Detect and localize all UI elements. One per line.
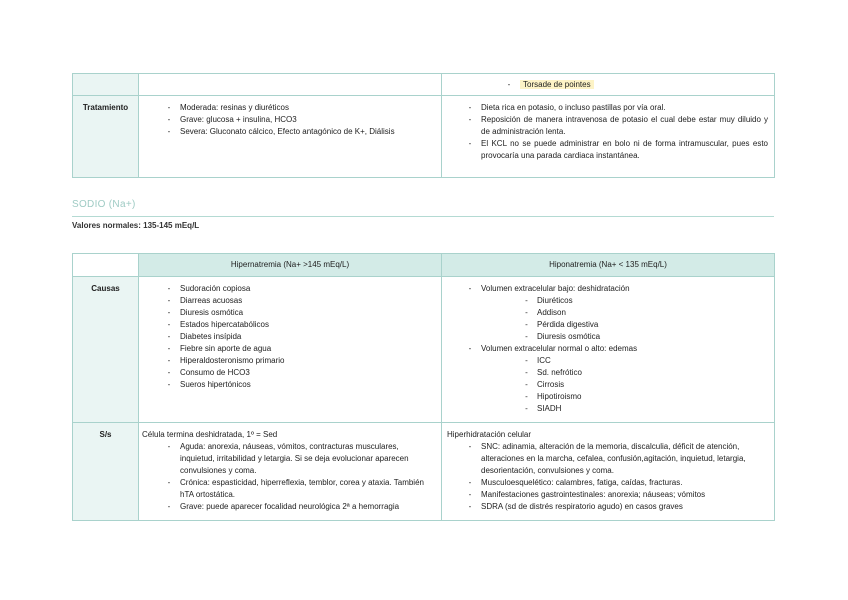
sub-list-item: - Diuresis osmótica (516, 331, 768, 343)
sub-list-item: - Addison (516, 307, 768, 319)
table-cell (442, 277, 775, 423)
dash-list (459, 283, 768, 415)
header-hiponatremia: Hiponatremia (Na+ < 135 mEq/L) (442, 254, 775, 277)
list-item: - Grave: puede aparecer focalidad neurológica 2ª a hemorragia (158, 501, 433, 513)
list-item: - Dieta rica en potasio, o incluso pastillas por vía oral. (459, 102, 768, 114)
list-item: - Sudoración copiosa (158, 283, 433, 295)
table-cell (442, 423, 775, 521)
table-cell (139, 96, 442, 178)
list-item: - Diuresis osmótica (158, 307, 433, 319)
sub-list-item: - Diuréticos (516, 295, 768, 307)
table-cell (442, 96, 775, 178)
sub-list-item: - Hipotiroismo (516, 391, 768, 403)
list-item: - Severa: Gluconato cálcico, Efecto antagónico de K+, Diálisis (158, 126, 433, 138)
dash-list (498, 79, 774, 91)
list-item: - Moderada: resinas y diuréticos (158, 102, 433, 114)
list-item: - Fiebre sin aporte de agua (158, 343, 433, 355)
list-item: - Reposición de manera intravenosa de potasio el cual debe estar muy diluido y de administración lenta. (459, 114, 768, 138)
sub-list-item: - Cirrosis (516, 379, 768, 391)
dash-list (447, 441, 768, 513)
table-cell (139, 277, 442, 423)
list-item: - SDRA (sd de distrés respiratorio agudo) en casos graves (459, 501, 768, 513)
header-hipernatremia: Hipernatremia (Na+ >145 mEq/L) (139, 254, 442, 277)
table-row (73, 74, 775, 96)
dash-list (142, 441, 433, 513)
list-item (459, 283, 768, 343)
row-label-cell (73, 74, 139, 96)
table-header-row (73, 254, 775, 277)
list-item: - Grave: glucosa + insulina, HCO3 (158, 114, 433, 126)
section-title: SODIO (Na+) (72, 199, 136, 210)
header-corner-cell (73, 254, 139, 277)
table-cell (442, 74, 775, 96)
dash-list (158, 283, 433, 391)
table-row (73, 96, 775, 178)
list-item: - Aguda: anorexia, náuseas, vómitos, contracturas musculares, inquietud, irritabilidad y letargia. Si se deja evolucionar aparecen convulsiones y coma. (158, 441, 433, 477)
sub-list (481, 295, 768, 343)
list-item: - Diabetes insípida (158, 331, 433, 343)
sub-list-item: - Sd. nefrótico (516, 367, 768, 379)
potassium-table (72, 73, 775, 178)
section-divider (72, 216, 774, 217)
normal-values: Valores normales: 135-145 mEq/L (72, 221, 200, 230)
cell-intro: Célula termina deshidratada, 1º = Sed (142, 430, 278, 439)
sodium-table (72, 253, 775, 521)
dash-list (459, 102, 768, 162)
list-item (498, 79, 774, 91)
list-item: - Sueros hipertónicos (158, 379, 433, 391)
highlighted-text: Torsade de pointes (520, 80, 594, 89)
row-label-causas: Causas (73, 277, 139, 423)
sub-list-item: - ICC (516, 355, 768, 367)
table-row (73, 423, 775, 521)
list-item: - Consumo de HCO3 (158, 367, 433, 379)
row-label-ss: S/s (73, 423, 139, 521)
list-item: - Estados hipercatabólicos (158, 319, 433, 331)
group-heading: Volumen extracelular normal o alto: edemas (481, 344, 638, 353)
list-item: - Hiperaldosteronismo primario (158, 355, 433, 367)
list-item (459, 343, 768, 415)
table-cell (139, 74, 442, 96)
table-cell (139, 423, 442, 521)
list-item: - Diarreas acuosas (158, 295, 433, 307)
sub-list (481, 355, 768, 415)
list-item: - SNC: adinamia, alteración de la memoria, discalculia, déficit de atención, alteraciones en la marcha, cefalea, confusión,agitación, inquietud, letargia, desorientación, convulsiones y coma. (459, 441, 768, 477)
row-label-tratamiento: Tratamiento (73, 96, 139, 178)
sub-list-item: - Pérdida digestiva (516, 319, 768, 331)
sub-list-item: - SIADH (516, 403, 768, 415)
list-item: - El KCL no se puede administrar en bolo ni de forma intramuscular, pues esto provocaría una parada cardiaca instantánea. (459, 138, 768, 162)
dash-list (158, 102, 433, 138)
group-heading: Volumen extracelular bajo: deshidratación (481, 284, 630, 293)
list-item: - Manifestaciones gastrointestinales: anorexia; náuseas; vómitos (459, 489, 768, 501)
list-item: - Musculoesquelético: calambres, fatiga, caídas, fracturas. (459, 477, 768, 489)
cell-intro: Hiperhidratación celular (447, 430, 532, 439)
list-item: - Crónica: espasticidad, hiperreflexia, temblor, corea y ataxia. También hTA ortostática. (158, 477, 433, 501)
table-row (73, 277, 775, 423)
